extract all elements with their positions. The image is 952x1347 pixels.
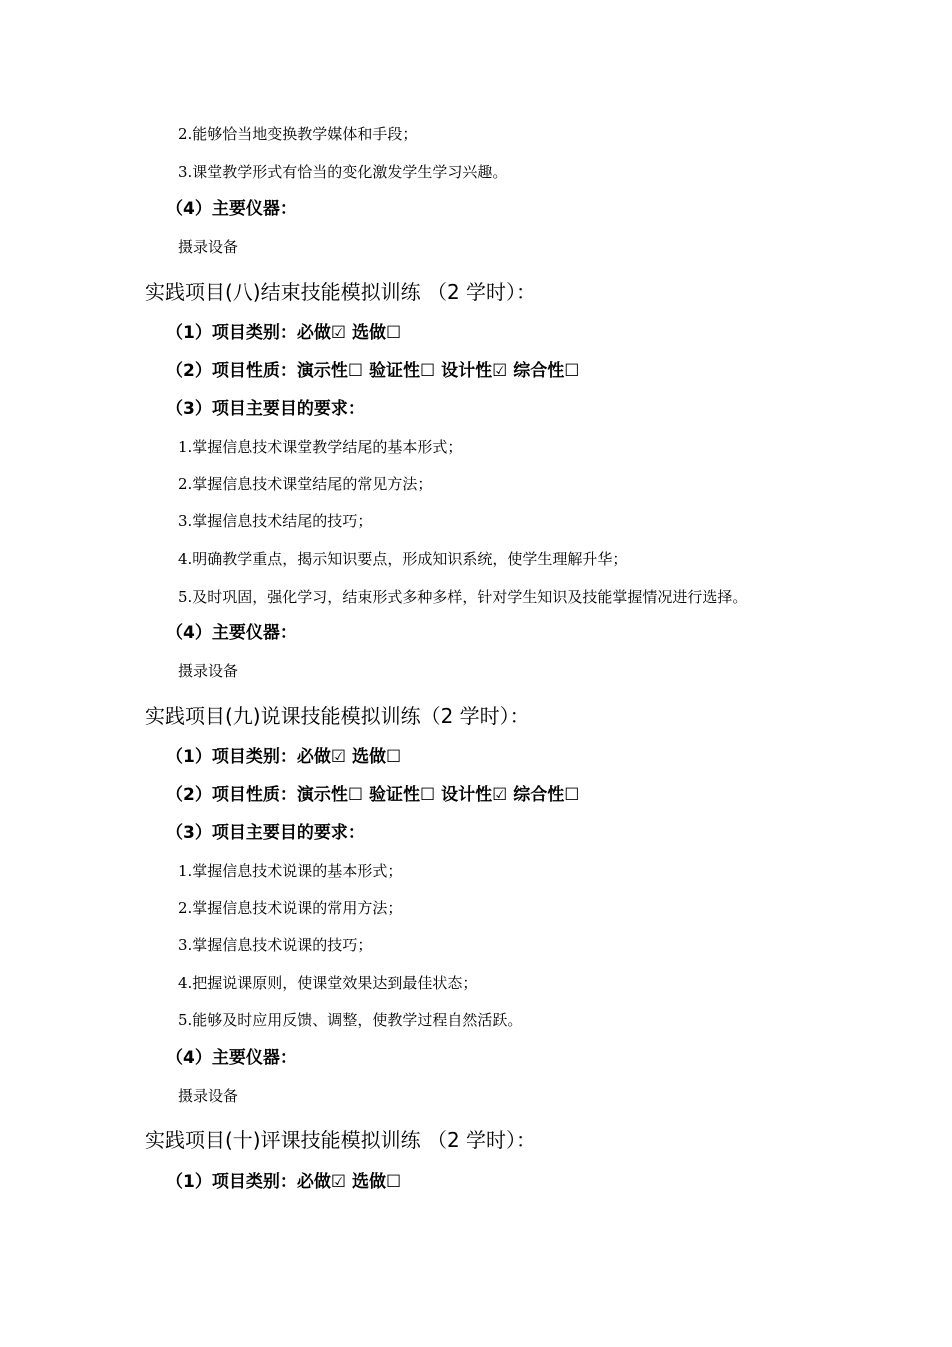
section-heading: 实践项目(八)结束技能模拟训练 （2 学时）： [145, 280, 537, 304]
requirement-item: 3.掌握信息技术结尾的技巧； [178, 512, 373, 530]
subsection-heading: （4）主要仪器： [166, 199, 297, 219]
requirement-item: 5.及时巩固，强化学习，结束形式多种多样，针对学生知识及技能掌握情况进行选择。 [178, 588, 748, 606]
project-category: （1）项目类别：必做☑ 选做☐ [166, 747, 402, 767]
section-heading: 实践项目(十)评课技能模拟训练 （2 学时）： [145, 1128, 537, 1152]
equipment-text: 摄录设备 [178, 238, 239, 256]
requirement-item: 1.掌握信息技术说课的基本形式； [178, 862, 403, 880]
requirement-item: 2.掌握信息技术说课的常用方法； [178, 899, 403, 917]
subsection-heading: （4）主要仪器： [166, 623, 297, 643]
requirement-item: 2.能够恰当地变换教学媒体和手段； [178, 125, 418, 143]
requirement-item: 4.明确教学重点，揭示知识要点，形成知识系统，使学生理解升华； [178, 550, 628, 568]
requirement-item: 4.把握说课原则，使课堂效果达到最佳状态； [178, 974, 478, 992]
subsection-heading: （3）项目主要目的要求： [166, 823, 365, 843]
equipment-text: 摄录设备 [178, 662, 239, 680]
requirement-item: 1.掌握信息技术课堂教学结尾的基本形式； [178, 438, 463, 456]
requirement-item: 3.课堂教学形式有恰当的变化激发学生学习兴趣。 [178, 163, 508, 181]
project-nature: （2）项目性质：演示性☐ 验证性☐ 设计性☑ 综合性☐ [166, 361, 580, 381]
project-category: （1）项目类别：必做☑ 选做☐ [166, 323, 402, 343]
requirement-item: 2.掌握信息技术课堂结尾的常见方法； [178, 475, 433, 493]
project-category: （1）项目类别：必做☑ 选做☐ [166, 1172, 402, 1192]
subsection-heading: （3）项目主要目的要求： [166, 399, 365, 419]
requirement-item: 3.掌握信息技术说课的技巧； [178, 936, 373, 954]
project-nature: （2）项目性质：演示性☐ 验证性☐ 设计性☑ 综合性☐ [166, 785, 580, 805]
section-heading: 实践项目(九)说课技能模拟训练（2 学时）： [145, 704, 530, 728]
equipment-text: 摄录设备 [178, 1087, 239, 1105]
subsection-heading: （4）主要仪器： [166, 1048, 297, 1068]
requirement-item: 5.能够及时应用反馈、调整，使教学过程自然活跃。 [178, 1011, 523, 1029]
